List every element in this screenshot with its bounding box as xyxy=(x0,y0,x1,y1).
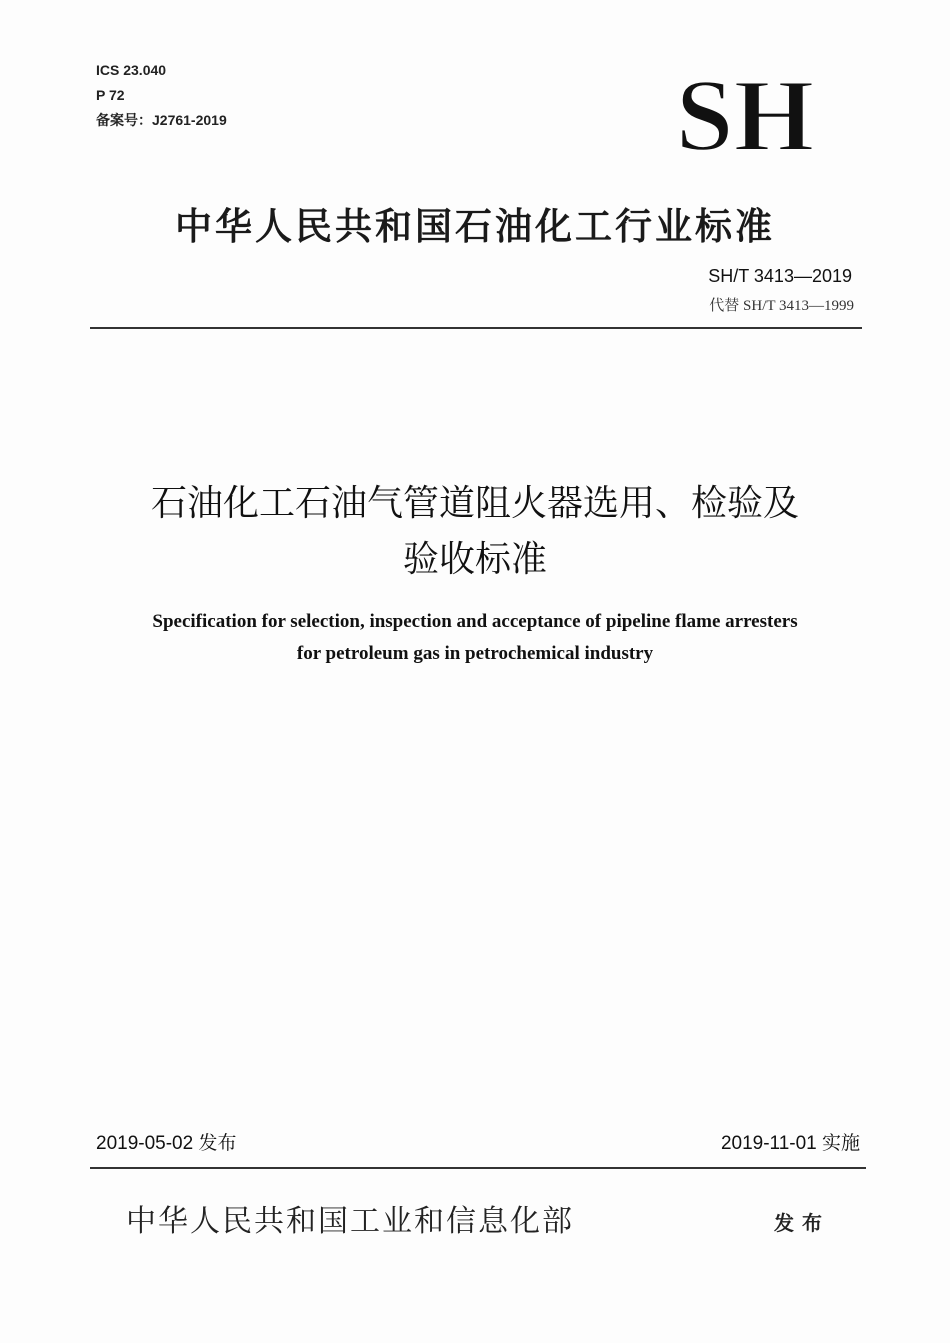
english-title xyxy=(0,606,950,670)
implementation-date: 2019-11-01 实施 xyxy=(720,1133,860,1154)
english-title-line-2: for petroleum gas in petrochemical industry xyxy=(296,643,654,664)
standard-number: SH/T 3413—2019 xyxy=(708,266,852,286)
top-divider xyxy=(90,327,862,329)
issue-date: 2019-05-02 发布 xyxy=(96,1133,237,1154)
chinese-title-line-1: 石油化工石油气管道阻火器选用、检验及 xyxy=(150,483,799,524)
industry-standard-title: 中华人民共和国石油化工行业标准 xyxy=(175,204,775,248)
logo-text: SH xyxy=(675,68,815,163)
metadata-block xyxy=(96,58,227,133)
category-code: P 72 xyxy=(96,87,125,103)
bottom-divider xyxy=(90,1167,866,1169)
filing-number: 备案号：J2761-2019 xyxy=(96,112,227,128)
replaces-standard: 代替 SH/T 3413—1999 xyxy=(709,298,854,314)
english-title-line-1: Specification for selection, inspection and acceptance of pipeline flame arresters xyxy=(152,611,798,632)
issuing-authority: 中华人民共和国工业和信息化部 xyxy=(126,1204,574,1239)
ics-code: ICS 23.040 xyxy=(96,62,167,78)
chinese-title-line-2: 验收标准 xyxy=(402,539,547,580)
chinese-title xyxy=(0,476,950,588)
sh-logo xyxy=(650,68,840,163)
issuing-action: 发布 xyxy=(774,1211,830,1235)
